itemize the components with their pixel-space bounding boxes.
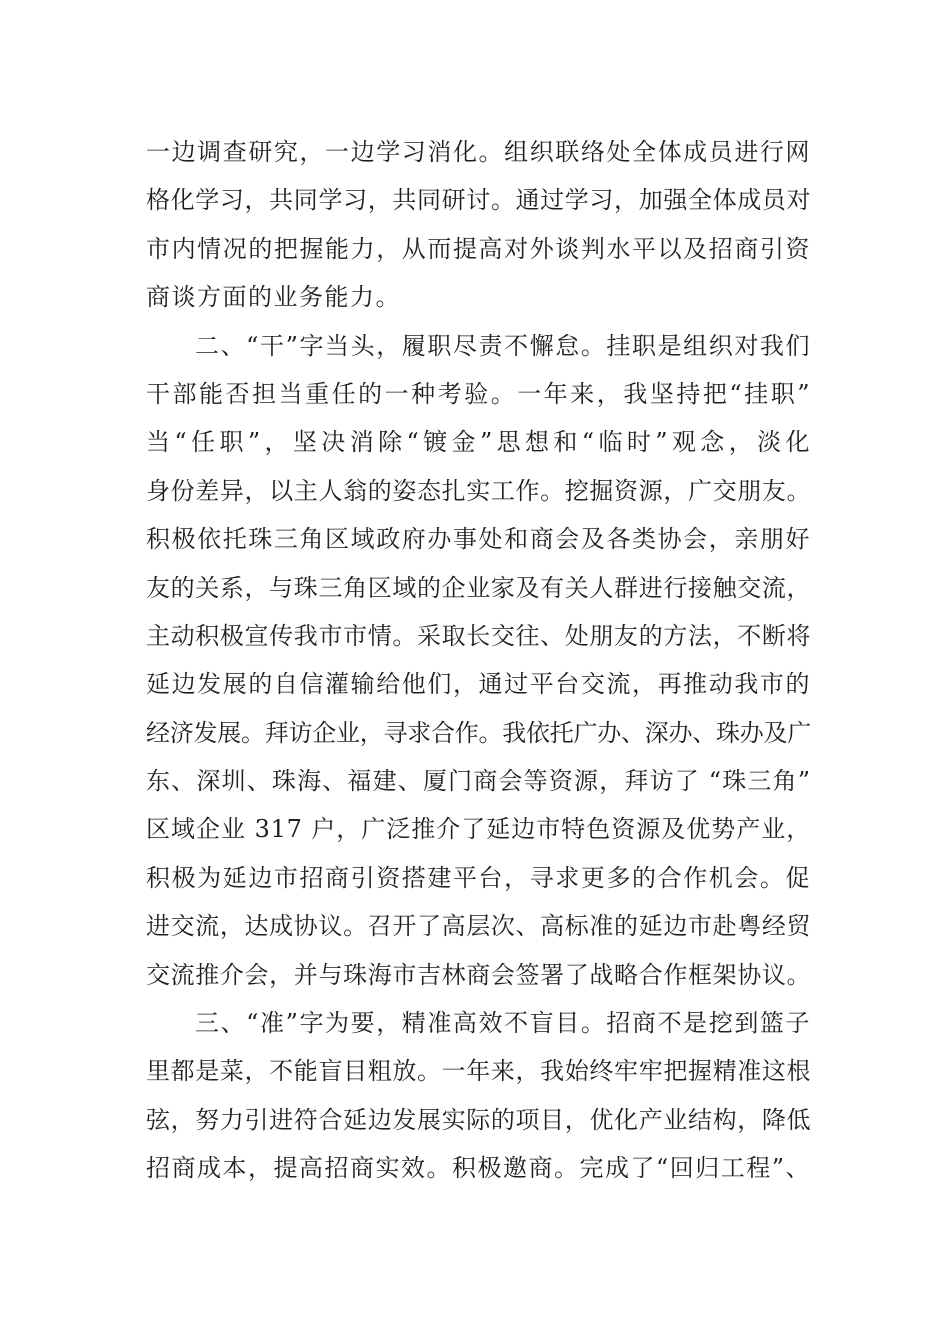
text-line: 友的关系，与珠三角区域的企业家及有关人群进行接触交流，: [146, 573, 811, 602]
text-line: 格化学习，共同学习，共同研讨。通过学习，加强全体成员对: [146, 186, 811, 215]
text-line: 交流推介会，并与珠海市吉林商会签署了战略合作框架协议。: [146, 960, 811, 989]
text-line: 招商成本，提高招商实效。积极邀商。完成了“回归工程”、: [146, 1154, 812, 1183]
text-line: 延边发展的自信灌输给他们，通过平台交流，再推动我市的: [146, 670, 811, 699]
text-line: 身份差异，以主人翁的姿态扎实工作。挖掘资源，广交朋友。: [146, 476, 811, 505]
text-line: 一边调查研究，一边学习消化。组织联络处全体成员进行网: [146, 138, 811, 166]
text-line: 区域企业 317 户，广泛推介了延边市特色资源及优势产业，: [146, 815, 811, 844]
text-line: 积极为延边市招商引资搭建平台，寻求更多的合作机会。促: [146, 863, 811, 892]
text-line: 主动积极宣传我市市情。采取长交往、处朋友的方法，不断将: [146, 621, 811, 650]
text-line: 商谈方面的业务能力。: [146, 283, 401, 312]
text-line: 里都是菜，不能盲目粗放。一年来，我始终牢牢把握精准这根: [146, 1057, 811, 1086]
text-line: 经济发展。拜访企业，寻求合作。我依托广办、深办、珠办及广: [146, 718, 811, 747]
text-line: 当“任职”，坚决消除“镀金”思想和“临时”观念，淡化: [146, 428, 811, 457]
body-text: [146, 128, 811, 1193]
text-line: 进交流，达成协议。召开了高层次、高标准的延边市赴粤经贸: [146, 912, 811, 941]
text-line: 干部能否担当重任的一种考验。一年来，我坚持把“挂职”: [146, 379, 811, 408]
text-line: 积极依托珠三角区域政府办事处和商会及各类协会，亲朋好: [146, 525, 811, 554]
text-line: 市内情况的把握能力，从而提高对外谈判水平以及招商引资: [146, 234, 811, 263]
paragraph-heading-line: 二、“干”字当头，履职尽责不懈怠。挂职是组织对我们: [195, 331, 811, 360]
text-line: 东、深圳、珠海、福建、厦门商会等资源，拜访了 “珠三角”: [146, 767, 811, 796]
text-line: 弦，努力引进符合延边发展实际的项目，优化产业结构，降低: [146, 1105, 811, 1134]
paragraph-heading-line: 三、“准”字为要，精准高效不盲目。招商不是挖到篮子: [195, 1009, 811, 1038]
